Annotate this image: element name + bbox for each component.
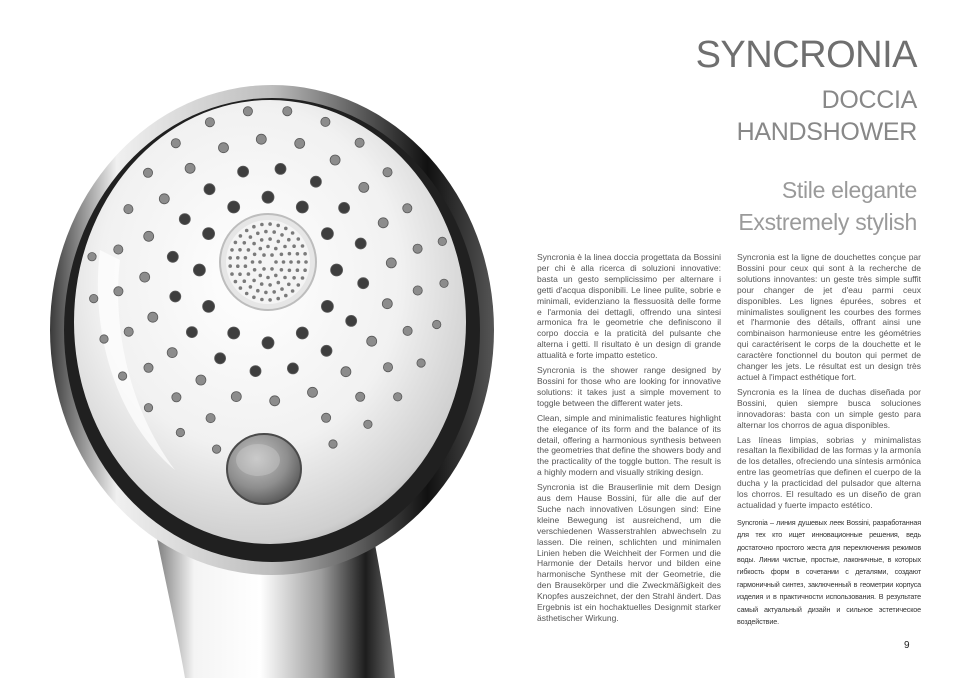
- center-nozzle: [274, 247, 278, 251]
- nozzle: [383, 363, 392, 372]
- nozzle: [308, 387, 318, 397]
- center-nozzle: [289, 260, 293, 264]
- center-nozzle: [243, 241, 247, 245]
- center-nozzle: [234, 241, 238, 245]
- center-nozzle: [239, 286, 243, 290]
- center-nozzle: [262, 267, 266, 271]
- nozzle: [186, 327, 197, 338]
- center-nozzle: [301, 244, 305, 248]
- center-nozzle: [238, 248, 242, 252]
- center-nozzle: [297, 237, 301, 241]
- center-nozzle: [268, 222, 272, 226]
- paragraph-italian: Syncronia è la linea doccia progettata da Bossini per chi è alla ricerca di soluzioni innovative: basta un gesto semplicissimo per alternare i getti d'acqua disponibili. Le linee pulite, sobrie e minimali, evidenziano la flessuosità delle forme e l'armonia dei dettagli, offrendo una sintesi armonica fra le geometrie che definiscono il corpo doccia e la praticità del pulsante che alterna i getti. Il risultato è un design di grande attualità e forte impatto estetico.: [537, 252, 721, 361]
- nozzle: [124, 205, 133, 214]
- center-nozzle: [228, 256, 232, 260]
- center-nozzle: [297, 260, 301, 264]
- center-nozzle: [288, 252, 292, 256]
- center-nozzle: [280, 287, 284, 291]
- nozzle: [310, 176, 321, 187]
- center-nozzle: [268, 283, 272, 287]
- center-nozzle: [230, 272, 234, 276]
- nozzle: [270, 396, 280, 406]
- center-nozzle: [280, 268, 284, 272]
- paragraph-english-2: Clean, simple and minimalistic features highlight the elegance of its form and the balance of its detail, offering a harmonious synthesis between the geometries that define the showers body and the practicality of the toggle button. The result is a highly modern and visually striking design.: [537, 412, 721, 478]
- nozzle: [228, 201, 240, 213]
- center-nozzle: [252, 225, 256, 229]
- nozzle: [417, 359, 425, 367]
- center-nozzle: [266, 276, 270, 280]
- nozzle: [355, 238, 366, 249]
- center-nozzle: [268, 298, 272, 302]
- nozzle: [203, 300, 215, 312]
- center-nozzle: [297, 283, 301, 287]
- center-nozzle: [270, 253, 274, 257]
- subtitle-english: HANDSHOWER: [736, 118, 917, 146]
- center-nozzle: [292, 276, 296, 280]
- nozzle: [170, 291, 181, 302]
- paragraph-german: Syncronia ist die Brauserlinie mit dem Design aus dem Hause Bossini, für alle die auf der Suche nach innovativen Lösungen sind: Eine kleine Bewegung ist ausreichend, um die verschiedenen Wasserstrahlen abwechseln zu lassen. Die reinen, schlichten und minimalen Linien heben die Weichheit der Formen und die Harmonie der Details hervor und bilden eine harmonische Synthese mit der Geometrie, die den Brausekörper und die Zweckmäßigkeit des Knopfes auszeichnet, der den Strahl ändert. Das Ergebnis ist ein hochaktuelles Designmit starker ästhetischer Wirkung.: [537, 482, 721, 623]
- nozzle: [171, 139, 180, 148]
- text-column-left: [537, 252, 721, 628]
- center-nozzle: [238, 272, 242, 276]
- nozzle: [359, 182, 369, 192]
- nozzle: [331, 264, 343, 276]
- nozzle: [403, 326, 412, 335]
- nozzle: [144, 363, 153, 372]
- nozzle: [403, 204, 412, 213]
- nozzle: [144, 231, 154, 241]
- center-nozzle: [303, 252, 307, 256]
- nozzle: [204, 184, 215, 195]
- nozzle: [159, 194, 169, 204]
- center-nozzle: [247, 248, 251, 252]
- nozzle: [243, 107, 252, 116]
- nozzle: [413, 286, 422, 295]
- nozzle: [193, 264, 205, 276]
- paragraph-english: Syncronia is the shower range designed by Bossini for those who are looking for innovative solutions: it takes just a simple movement to toggle between the different water jets.: [537, 365, 721, 408]
- nozzle: [378, 218, 388, 228]
- center-nozzle: [256, 232, 260, 236]
- nozzle: [143, 168, 152, 177]
- center-nozzle: [283, 245, 287, 249]
- nozzle: [440, 279, 448, 287]
- center-nozzle: [274, 274, 278, 278]
- nozzle: [295, 138, 305, 148]
- center-nozzle: [276, 224, 280, 228]
- center-nozzle: [236, 256, 240, 260]
- center-nozzle: [244, 256, 248, 260]
- nozzle: [196, 375, 206, 385]
- center-nozzle: [260, 282, 264, 286]
- nozzle: [341, 367, 351, 377]
- center-nozzle: [260, 298, 264, 302]
- center-nozzle: [280, 233, 284, 237]
- nozzle: [144, 404, 152, 412]
- nozzle: [296, 201, 308, 213]
- nozzle: [238, 166, 249, 177]
- nozzle: [124, 327, 133, 336]
- page-number: 9: [904, 640, 910, 651]
- center-nozzle: [256, 289, 260, 293]
- nozzle: [322, 413, 331, 422]
- center-nozzle: [292, 244, 296, 248]
- product-title: SYNCRONIA: [695, 34, 917, 76]
- nozzle: [355, 138, 364, 147]
- center-nozzle: [303, 268, 307, 272]
- center-nozzle: [253, 253, 257, 257]
- nozzle: [367, 336, 377, 346]
- nozzle: [212, 445, 220, 453]
- nozzle: [356, 392, 365, 401]
- paragraph-spanish: Syncronia es la línea de duchas diseñada por Bossini, quien siempre busca soluciones innovadoras: basta con un simple gesto para alternar los chorros de agua disponibles.: [737, 386, 921, 430]
- nozzle: [339, 202, 350, 213]
- center-nozzle: [258, 260, 262, 264]
- nozzle: [287, 363, 298, 374]
- center-nozzle: [296, 252, 300, 256]
- nozzle: [206, 414, 215, 423]
- nozzle: [215, 353, 226, 364]
- nozzle: [140, 272, 150, 282]
- tagline-italian: Stile elegante: [781, 177, 917, 203]
- center-nozzle: [301, 276, 305, 280]
- center-nozzle: [239, 234, 243, 238]
- nozzle: [329, 440, 337, 448]
- center-nozzle: [272, 290, 276, 294]
- center-nozzle: [266, 245, 270, 249]
- center-nozzle: [304, 260, 308, 264]
- subtitle-italian: DOCCIA: [821, 86, 917, 114]
- nozzle: [275, 163, 286, 174]
- nozzle: [346, 315, 357, 326]
- center-nozzle: [268, 237, 272, 241]
- nozzle: [364, 420, 372, 428]
- nozzle: [250, 366, 261, 377]
- nozzle: [382, 299, 392, 309]
- center-nozzle: [249, 235, 253, 239]
- nozzle: [321, 345, 332, 356]
- nozzle: [262, 191, 274, 203]
- center-nozzle: [252, 279, 256, 283]
- center-nozzle: [276, 297, 280, 301]
- nozzle: [394, 393, 402, 401]
- center-nozzle: [252, 242, 256, 246]
- center-nozzle: [270, 267, 274, 271]
- nozzle: [118, 372, 126, 380]
- paragraph-russian: Syncronia – линия душевых леек Bossini, разработанная для тех кто ищет инновационные решения, ведь достаточно простого жеста для переключения режимов воды. Линии чистые, простые, лаконичные, в которых гибкость форм в сочетании с деталями, создают гармоничный синтез, заключенный в геометрии корпуса изделия и в практичности использования. В результате самый актуальный дизайн и сильное эстетическое воздействие.: [737, 517, 921, 627]
- nozzle: [383, 168, 392, 177]
- nozzle: [167, 251, 178, 262]
- nozzle: [283, 107, 292, 116]
- nozzle: [321, 228, 333, 240]
- nozzle: [386, 258, 396, 268]
- center-nozzle: [230, 248, 234, 252]
- center-nozzle: [277, 281, 281, 285]
- center-nozzle: [296, 268, 300, 272]
- nozzle: [114, 245, 123, 254]
- center-nozzle: [252, 296, 256, 300]
- center-nozzle: [288, 269, 292, 273]
- nozzle: [114, 287, 123, 296]
- paragraph-spanish-2: Las líneas limpias, sobrias y minimalistas resaltan la flexibilidad de las formas y la armonía de los detalles, ofreciendo una síntesis armónica entre las geometrías que definen el cuerpo de la ducha y la practicidad del pulsador que alterna los chorros. El resultado es un diseño de gran actualidad y fuerte impacto estético.: [737, 434, 921, 510]
- center-nozzle: [251, 260, 255, 264]
- text-column-right: [737, 252, 921, 633]
- tagline-english: Exstremely stylish: [738, 209, 917, 235]
- center-nozzle: [277, 240, 281, 244]
- nozzle: [413, 244, 422, 253]
- center-nozzle: [284, 227, 288, 231]
- nozzle: [296, 327, 308, 339]
- nozzle: [179, 214, 190, 225]
- center-nozzle: [249, 285, 253, 289]
- center-nozzle: [264, 230, 268, 234]
- center-nozzle: [260, 223, 264, 227]
- nozzle: [100, 335, 108, 343]
- center-nozzle: [245, 229, 249, 233]
- center-nozzle: [282, 260, 286, 264]
- center-nozzle: [291, 231, 295, 235]
- center-nozzle: [287, 283, 291, 287]
- center-nozzle: [259, 274, 263, 278]
- center-nozzle: [264, 291, 268, 295]
- center-nozzle: [260, 238, 264, 242]
- center-nozzle: [280, 253, 284, 257]
- center-nozzle: [236, 264, 240, 268]
- nozzle: [203, 228, 215, 240]
- center-nozzle: [244, 264, 248, 268]
- center-nozzle: [243, 279, 247, 283]
- nozzle: [231, 392, 241, 402]
- nozzle: [228, 327, 240, 339]
- center-nozzle: [245, 292, 249, 296]
- center-nozzle: [253, 268, 257, 272]
- nozzle: [205, 118, 214, 127]
- center-nozzle: [274, 260, 278, 264]
- nozzle: [176, 428, 184, 436]
- center-nozzle: [228, 264, 232, 268]
- nozzle: [262, 337, 274, 349]
- nozzle: [148, 312, 158, 322]
- center-nozzle: [259, 247, 263, 251]
- nozzle: [185, 163, 195, 173]
- nozzle: [172, 393, 181, 402]
- nozzle: [321, 300, 333, 312]
- nozzle: [219, 143, 229, 153]
- nozzle: [90, 294, 98, 302]
- nozzle: [330, 155, 340, 165]
- center-nozzle: [262, 253, 266, 257]
- center-nozzle: [272, 230, 276, 234]
- nozzle: [256, 134, 266, 144]
- nozzle: [88, 253, 96, 261]
- nozzle: [321, 117, 330, 126]
- center-nozzle: [234, 280, 238, 284]
- center-nozzle: [247, 272, 251, 276]
- center-nozzle: [283, 276, 287, 280]
- nozzle: [358, 278, 369, 289]
- center-nozzle: [284, 294, 288, 298]
- center-nozzle: [291, 289, 295, 293]
- nozzle: [433, 320, 441, 328]
- center-nozzle: [287, 238, 291, 242]
- paragraph-french: Syncronia est la ligne de douchettes conçue par Bossini pour ceux qui sont à la recherche de solutions innovantes: un geste très simple suffit pour changer de jet d'eau parmi ceux disponibles. Les lignes épurées, sobres et minimalistes soulignent les courbes des formes et l'harmonie des détails, offrant ainsi une combinaison harmonieuse entre les géométries qui caractérisent le corps de la douchette et le caractère fonctionnel du bouton qui permet de changer les jets. Le résultat est un design très actuel à l'impact esthétique fort.: [737, 252, 921, 382]
- nozzle: [167, 348, 177, 358]
- nozzle: [438, 237, 446, 245]
